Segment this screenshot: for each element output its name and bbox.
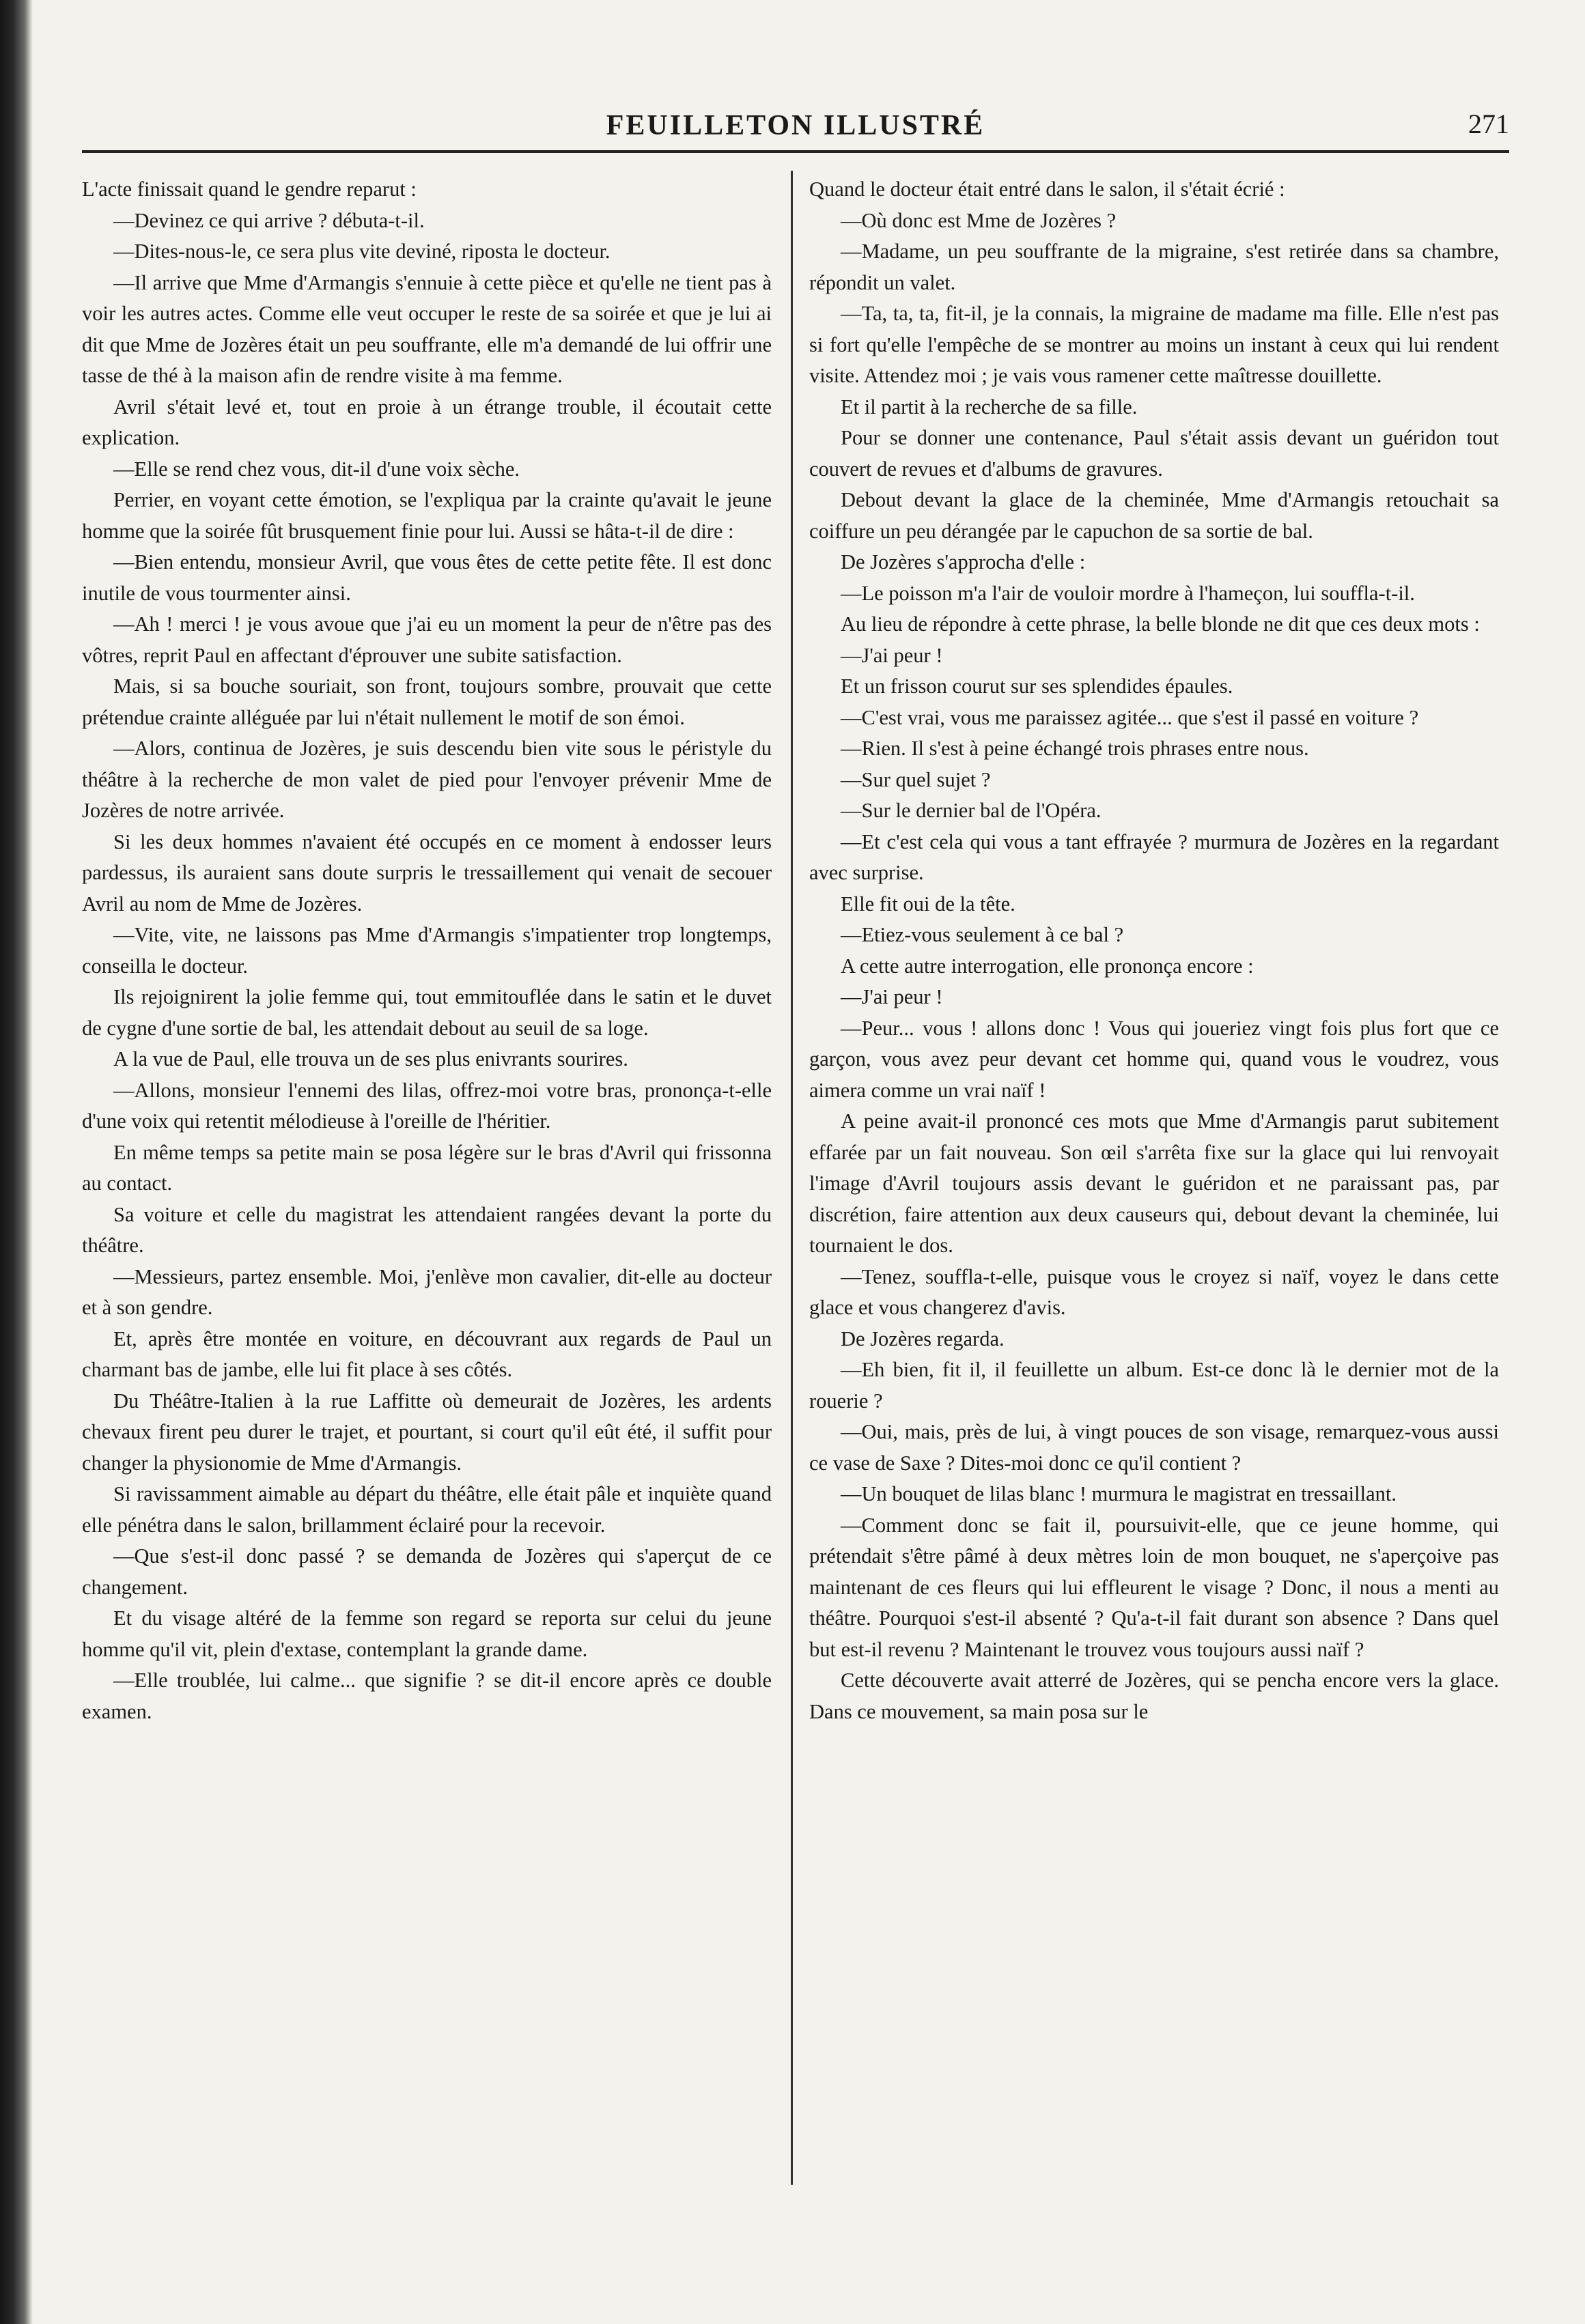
column-divider — [791, 171, 793, 2185]
paragraph: —J'ai peur ! — [841, 985, 943, 1008]
paragraph: Ils rejoignirent la jolie femme qui, tout emmitouflée dans le satin et le duvet de cygne d'une sortie de bal, les attendait debout au seuil de sa loge. — [82, 985, 772, 1040]
paragraph: Avril s'était levé et, tout en proie à un étrange trouble, il écoutait cette explication. — [82, 395, 772, 449]
paragraph: Mais, si sa bouche souriait, son front, toujours sombre, prouvait que cette prétendue crainte alléguée par lui n'était nullement le motif de son émoi. — [82, 675, 772, 729]
paragraph: —Eh bien, fit il, il feuillette un album. Est-ce donc là le dernier mot de la rouerie ? — [809, 1358, 1499, 1413]
paragraph: —Ah ! merci ! je vous avoue que j'ai eu un moment la peur de n'être pas des vôtres, reprit Paul en affectant d'éprouver une subite satisfaction. — [82, 612, 772, 667]
paragraph: Et un frisson courut sur ses splendides épaules. — [841, 675, 1233, 698]
paragraph: Au lieu de répondre à cette phrase, la belle blonde ne dit que ces deux mots : — [841, 612, 1480, 636]
paragraph: Si les deux hommes n'avaient été occupés en ce moment à endosser leurs pardessus, ils auraient sans doute surpris le tressaillement qui venait de secouer Avril au nom de Mme de Jozères. — [82, 830, 772, 916]
paragraph: —Madame, un peu souffrante de la migraine, s'est retirée dans sa chambre, répondit un valet. — [809, 240, 1499, 294]
paragraph: —Allons, monsieur l'ennemi des lilas, offrez-moi votre bras, prononça-t-elle d'une voix qui retentit mélodieuse à l'oreille de l'héritier. — [82, 1078, 772, 1133]
paragraph: —Etiez-vous seulement à ce bal ? — [841, 923, 1124, 946]
paragraph: Pour se donner une contenance, Paul s'était assis devant un guéridon tout couvert de revues et d'albums de gravures. — [809, 426, 1499, 481]
paragraph: Et il partit à la recherche de sa fille. — [841, 395, 1138, 419]
paragraph: —Tenez, souffla-t-elle, puisque vous le croyez si naïf, voyez le dans cette glace et vous changerez d'avis. — [809, 1264, 1499, 1319]
paragraph: —Vite, vite, ne laissons pas Mme d'Armangis s'impatienter trop longtemps, conseilla le docteur. — [82, 923, 772, 978]
paragraph: Du Théâtre-Italien à la rue Laffitte où demeurait de Jozères, les ardents chevaux firent peu durer le trajet, et pourtant, si court qu'il eût été, il suffit pour changer la physionomie de Mme d'Armangis. — [82, 1389, 772, 1475]
paragraph: Sa voiture et celle du magistrat les attendaient rangées devant la porte du théâtre. — [82, 1202, 772, 1257]
paragraph: —J'ai peur ! — [841, 643, 943, 667]
paragraph: De Jozères s'approcha d'elle : — [841, 550, 1086, 573]
paragraph: —Le poisson m'a l'air de vouloir mordre à l'hameçon, lui souffla-t-il. — [841, 581, 1415, 605]
paragraph: —Peur... vous ! allons donc ! Vous qui joueriez vingt fois plus fort que ce garçon, vous avez peur devant cet homme qui, quand vous le voudrez, vous aimera comme un vrai naïf ! — [809, 1016, 1499, 1102]
paragraph: —Où donc est Mme de Jozères ? — [841, 208, 1117, 232]
paragraph: —Alors, continua de Jozères, je suis descendu bien vite sous le péristyle du théâtre à la recherche de mon valet de pied pour l'envoyer prévenir Mme de Jozères de notre arrivée. — [82, 737, 772, 822]
paragraph: Et, après être montée en voiture, en découvrant aux regards de Paul un charmant bas de jambe, elle lui fit place à ses côtés. — [82, 1327, 772, 1381]
paragraph: —Comment donc se fait il, poursuivit-elle, que ce jeune homme, qui prétendait s'être pâmé à deux mètres loin de mon bouquet, ne s'aperçoive pas maintenant de ces fleurs qui lui effleurent le visage ? Donc, il nous a menti au théâtre. Pourquoi s'est-il absenté ? Qu'a-t-il fait durant son absence ? Dans quel but est-il revenu ? Maintenant le trouvez vous toujours aussi naïf ? — [809, 1513, 1499, 1661]
paragraph: —Devinez ce qui arrive ? débuta-t-il. — [113, 208, 425, 232]
page-header — [82, 102, 1509, 153]
paragraph: L'acte finissait quand le gendre reparut : — [82, 178, 417, 201]
paragraph: —Sur le dernier bal de l'Opéra. — [841, 799, 1102, 822]
paragraph: —Il arrive que Mme d'Armangis s'ennuie à cette pièce et qu'elle ne tient pas à voir les autres actes. Comme elle veut occuper le reste de sa soirée et que je lui ai dit que Mme de Jozères était un peu souffrante, elle m'a demandé de lui offrir une tasse de thé à la maison afin de rendre visite à ma femme. — [82, 270, 772, 387]
paragraph: —Elle troublée, lui calme... que signifie ? se dit-il encore après ce double examen. — [82, 1669, 772, 1723]
paragraph: —Et c'est cela qui vous a tant effrayée ? murmura de Jozères en la regardant avec surprise. — [809, 830, 1499, 884]
paragraph: De Jozères regarda. — [841, 1327, 1005, 1350]
paragraph: —Sur quel sujet ? — [841, 767, 991, 791]
paragraph: —Dites-nous-le, ce sera plus vite deviné, riposta le docteur. — [113, 240, 611, 263]
paragraph: Quand le docteur était entré dans le salon, il s'était écrié : — [809, 178, 1285, 201]
paragraph: —Oui, mais, près de lui, à vingt pouces de son visage, remarquez-vous aussi ce vase de Saxe ? Dites-moi donc ce qu'il contient ? — [809, 1420, 1499, 1475]
paragraph: Debout devant la glace de la cheminée, Mme d'Armangis retouchait sa coiffure un peu dérangée par le capuchon de sa sortie de bal. — [809, 488, 1499, 543]
paragraph: A peine avait-il prononcé ces mots que Mme d'Armangis parut subitement effarée par un fait nouveau. Son œil s'arrêta fixe sur la glace qui lui renvoyait l'image d'Avril toujours assis devant le guéridon et ne paraissant pas, par discrétion, faire attention aux deux causeurs qui, debout devant la cheminée, lui tournaient le dos. — [809, 1109, 1499, 1257]
paragraph: —Elle se rend chez vous, dit-il d'une voix sèche. — [113, 457, 520, 481]
paragraph: —Un bouquet de lilas blanc ! murmura le magistrat en tressaillant. — [841, 1482, 1397, 1505]
paragraph: Elle fit oui de la tête. — [841, 892, 1015, 916]
paragraph: —C'est vrai, vous me paraissez agitée... que s'est il passé en voiture ? — [841, 705, 1419, 729]
page-title: FEUILLETON ILLUSTRÉ — [606, 110, 985, 141]
paragraph: En même temps sa petite main se posa légère sur le bras d'Avril qui frissonna au contact. — [82, 1140, 772, 1195]
page-number: 271 — [1468, 109, 1509, 139]
paragraph: —Messieurs, partez ensemble. Moi, j'enlève mon cavalier, dit-elle au docteur et à son gendre. — [82, 1264, 772, 1319]
paragraph: Cette découverte avait atterré de Jozères, qui se pencha encore vers la glace. Dans ce mouvement, sa main posa sur le — [809, 1669, 1499, 1723]
paragraph: A cette autre interrogation, elle prononça encore : — [841, 954, 1254, 978]
paragraph: Et du visage altéré de la femme son regard se reporta sur celui du jeune homme qu'il vit, plein d'extase, contemplant la grande dame. — [82, 1606, 772, 1661]
paragraph: —Ta, ta, ta, fit-il, je la connais, la migraine de madame ma fille. Elle n'est pas si fort qu'elle l'empêche de se montrer au moins un instant à ceux qui lui rendent visite. Attendez moi ; je vais vous ramener cette maîtresse douillette. — [809, 302, 1499, 387]
paragraph: —Bien entendu, monsieur Avril, que vous êtes de cette petite fête. Il est donc inutile de vous tourmenter ainsi. — [82, 550, 772, 605]
paragraph: Si ravissamment aimable au départ du théâtre, elle était pâle et inquiète quand elle pénétra dans le salon, brillamment éclairé pour la recevoir. — [82, 1482, 772, 1537]
paragraph: —Que s'est-il donc passé ? se demanda de Jozères qui s'aperçut de ce changement. — [82, 1544, 772, 1599]
left-column — [82, 174, 772, 1727]
paragraph: A la vue de Paul, elle trouva un de ses plus enivrants sourires. — [113, 1047, 628, 1071]
page-binding-edge — [0, 0, 33, 2324]
paragraph: Perrier, en voyant cette émotion, se l'expliqua par la crainte qu'avait le jeune homme que la soirée fût brusquement finie pour lui. Aussi se hâta-t-il de dire : — [82, 488, 772, 543]
paragraph: —Rien. Il s'est à peine échangé trois phrases entre nous. — [841, 737, 1309, 760]
right-column — [809, 174, 1499, 1727]
